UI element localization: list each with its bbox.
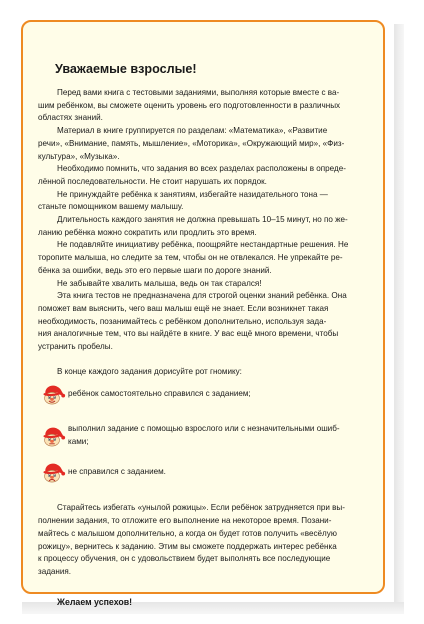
page-title: Уважаемые взрослые! xyxy=(55,62,197,76)
text-line: Перед вами книга с тестовыми заданиями, выполняя которые вместе с ва- xyxy=(57,88,340,97)
text-line: рожицу», вернитесь к заданию. Этим вы сможете поддержать интерес ребёнка xyxy=(38,541,337,551)
legend-text: не справился с заданием. xyxy=(68,467,166,477)
page-shadow-right xyxy=(394,24,404,614)
text-line: шим ребёнком, вы сможете оценить уровень его подготовленности в различных xyxy=(38,100,341,110)
text-line: Не забывайте хвалить малыша, ведь он так старался! xyxy=(57,278,262,288)
legend-item-neutral xyxy=(40,423,370,448)
paragraph-initiative xyxy=(38,239,370,277)
text-line: майтесь с малышом дополнительно, а когда он будет готов получить «весёлую xyxy=(38,528,337,538)
text-line: культура», «Музыка». xyxy=(38,151,120,161)
text-line: Не принуждайте ребёнка к занятиям, избегайте назидательного тона — xyxy=(57,189,328,199)
paragraph-duration xyxy=(38,214,370,239)
legend-intro: В конце каждого задания дорисуйте рот гномику: xyxy=(57,366,242,376)
text-line: торопите малыша, но следите за тем, чтобы он не отвлекался. Не упрекайте ре- xyxy=(38,253,343,263)
text-line: Старайтесь избегать «унылой рожицы». Если ребёнок затрудняется при вы- xyxy=(57,503,345,513)
text-line: задания. xyxy=(38,566,72,576)
text-line: станьте помощником вашему малышу. xyxy=(38,202,184,212)
legend-item-sad xyxy=(40,460,370,484)
page-content xyxy=(38,61,370,608)
text-line: Длительность каждого занятия не должна превышать 10–15 минут, но по же- xyxy=(57,215,348,225)
paragraph-intro xyxy=(38,87,370,125)
text-line: речи», «Внимание, память, мышление», «Моторика», «Окружающий мир», «Физ- xyxy=(38,138,345,148)
happy-gnome-icon xyxy=(40,382,66,406)
text-line: ланию ребёнка можно сократить или продлить это время. xyxy=(38,227,257,237)
paragraph-order xyxy=(38,163,370,188)
text-line: необходимость, позанимайтесь с ребёнком дополнительно, используя зада- xyxy=(38,316,327,326)
text-line: Необходимо помнить, что задания во всех разделах расположены в опреде- xyxy=(57,164,346,174)
paragraph-praise xyxy=(38,278,370,291)
text-line: устранить пробелы. xyxy=(38,342,113,352)
legend-text: ребёнок самостоятельно справился с заданием; xyxy=(68,389,251,399)
text-line: полнении задания, то отложите его выполнение на некоторое время. Позани- xyxy=(38,516,332,526)
paragraph-purpose xyxy=(38,290,370,354)
legend-item-happy xyxy=(40,382,370,406)
closing-wish: Желаем успехов! xyxy=(57,596,133,607)
legend-text: ками; xyxy=(68,436,89,446)
paragraph-no-force xyxy=(38,189,370,214)
text-line: Не подавляйте инициативу ребёнка, поощряйте нестандартные решения. Не xyxy=(57,240,349,250)
text-line: ния аналогичные тем, что вы найдёте в книге. У вас ещё много времени, чтобы xyxy=(38,329,339,339)
text-line: лённой последовательности. Не стоит нарушать их порядок. xyxy=(38,176,267,186)
sad-gnome-icon xyxy=(40,460,66,484)
text-line: Эта книга тестов не предназначена для строгой оценки знаний ребёнка. Она xyxy=(57,291,347,301)
paragraph-sections xyxy=(38,125,370,163)
text-line: областях знаний. xyxy=(38,113,103,123)
paragraph-closing xyxy=(38,502,370,578)
text-line: к процессу обучения, он с удовольствием будет выполнять все последующие xyxy=(38,554,331,564)
text-line: поможет вам выяснить, чего ваш малыш ещё не знает. Если возникнет такая xyxy=(38,303,329,313)
text-line: бёнка за ошибки, ведь это его первые шаги по дороге знаний. xyxy=(38,265,272,275)
legend-text: выполнил задание с помощью взрослого или с незначительными ошиб- xyxy=(68,424,340,434)
text-line: Материал в книге группируется по разделам: «Математика», «Развитие xyxy=(57,126,328,136)
neutral-gnome-icon xyxy=(40,424,66,448)
